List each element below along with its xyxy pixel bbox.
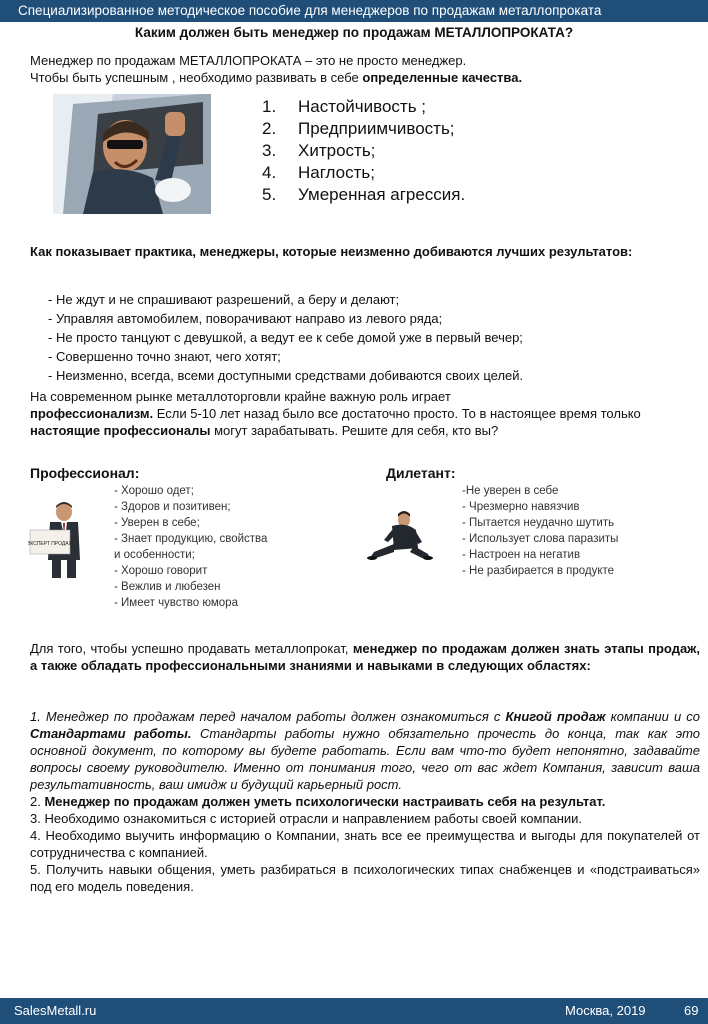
list-item: - Не просто танцуют с девушкой, а ведут ее к себе домой уже в первый вечер; xyxy=(48,330,523,345)
quality-item: 4. Наглость; xyxy=(262,163,375,182)
dilettante-heading: Дилетант: xyxy=(386,465,456,481)
list-item: - Хорошо одет; xyxy=(114,485,194,497)
page-title: Каким должен быть менеджер по продажам МЕТАЛЛОПРОКАТА? xyxy=(134,25,574,40)
sales-intro-paragraph: Для того, чтобы успешно продавать металлопрокат, менеджер по продажам должен знать этапы продаж, а также обладать профессиональными знаниями и навыками в следующих областях: xyxy=(30,641,701,673)
professional-traits xyxy=(114,483,314,611)
quality-item: 1. Настойчивость ; xyxy=(262,97,427,116)
list-item: - Хорошо говорит xyxy=(114,565,208,577)
list-item: - Уверен в себе; xyxy=(114,517,200,529)
list-item: - Пытается неудачно шутить xyxy=(462,517,615,529)
dilettante-photo xyxy=(364,500,434,562)
area-item-1: 1. Менеджер по продажам перед началом работы должен ознакомиться с Книгой продаж компании и со Стандартами работы. Стандарты работы нужно обязательно прочесть до конца, так как это основной документ, по которому вы будете работать. Если вам что-то будет непонятно, задавайте вопросы своему руководителю. Именно от понимания того, чего от вас ждет Компания, зависит ваша результативность, ваш имидж и будущий карьерный рост. xyxy=(30,709,700,792)
practice-heading: Как показывает практика, менеджеры, которые неизменно добиваются лучших результатов: xyxy=(30,244,633,259)
area-item-3: 3. Необходимо ознакомиться с историей отрасли и направлением работы своей компании. xyxy=(30,811,583,826)
quality-item: 2. Предприимчивость; xyxy=(262,119,455,138)
list-item: - Использует слова паразиты xyxy=(462,533,619,545)
list-item: - Совершенно точно знают, чего хотят; xyxy=(48,349,281,364)
list-item: - Вежлив и любезен xyxy=(114,581,221,593)
list-item: - Здоров и позитивен; xyxy=(114,501,231,513)
market-paragraph: На современном рынке металлоторговли крайне важную роль играет профессионализм. Если 5-10 лет назад было все достаточно просто. То в настоящее время только настоящие профессионалы могут зарабатывать. Решите для себя, кто вы? xyxy=(30,389,641,438)
footer-site: SalesMetall.ru xyxy=(14,1003,97,1018)
list-item: -Не уверен в себе xyxy=(462,485,559,497)
area-item-5: 5. Получить навыки общения, уметь разбираться в психологических типах снабженцев и «подстраиваться» под его модель поведения. xyxy=(30,862,700,894)
quality-item: 3. Хитрость; xyxy=(262,141,376,160)
top-banner xyxy=(0,0,708,22)
footer-bar xyxy=(0,998,708,1024)
intro-line-2: Чтобы быть успешным , необходимо развивать в себе определенные качества. xyxy=(30,70,523,85)
area-item-2: 2. Менеджер по продажам должен уметь психологически настраивать себя на результат. xyxy=(30,794,606,809)
areas-list xyxy=(30,708,700,895)
professional-heading: Профессионал: xyxy=(30,465,140,481)
list-item: - Не ждут и не спрашивают разрешений, а беру и делают; xyxy=(48,292,400,307)
list-item: - Настроен на негатив xyxy=(462,549,581,561)
expert-sign: ЭКСПЕРТ ПРОДАЖ xyxy=(28,541,74,547)
list-item: - Чрезмерно навязчив xyxy=(462,501,580,513)
banner-text: Специализированное методическое пособие для менеджеров по продажам металлопроката xyxy=(18,3,602,18)
intro-text xyxy=(30,52,690,86)
intro-line-1: Менеджер по продажам МЕТАЛЛОПРОКАТА – это не просто менеджер. xyxy=(30,53,467,68)
list-item: - Знает продукцию, свойства xyxy=(114,533,268,545)
professional-photo xyxy=(28,500,93,578)
footer-city-year: Москва, 2019 xyxy=(565,1003,646,1018)
angry-driver-photo xyxy=(53,94,211,214)
quality-item: 5. Умеренная агрессия. xyxy=(262,185,466,204)
practice-list xyxy=(48,290,523,385)
list-item: и особенности; xyxy=(114,549,195,561)
dilettante-traits xyxy=(462,483,692,579)
list-item: - Неизменно, всегда, всеми доступными средствами добиваются своих целей. xyxy=(48,368,524,383)
list-item: - Имеет чувство юмора xyxy=(114,597,238,609)
page-number: 69 xyxy=(684,1003,699,1018)
qualities-list xyxy=(262,96,465,206)
area-item-4: 4. Необходимо выучить информацию о Компании, знать все ее преимущества и выгоды для покупателей от сотрудничества с компанией. xyxy=(30,828,700,860)
list-item: - Не разбирается в продукте xyxy=(462,565,615,577)
list-item: - Управляя автомобилем, поворачивают направо из левого ряда; xyxy=(48,311,443,326)
